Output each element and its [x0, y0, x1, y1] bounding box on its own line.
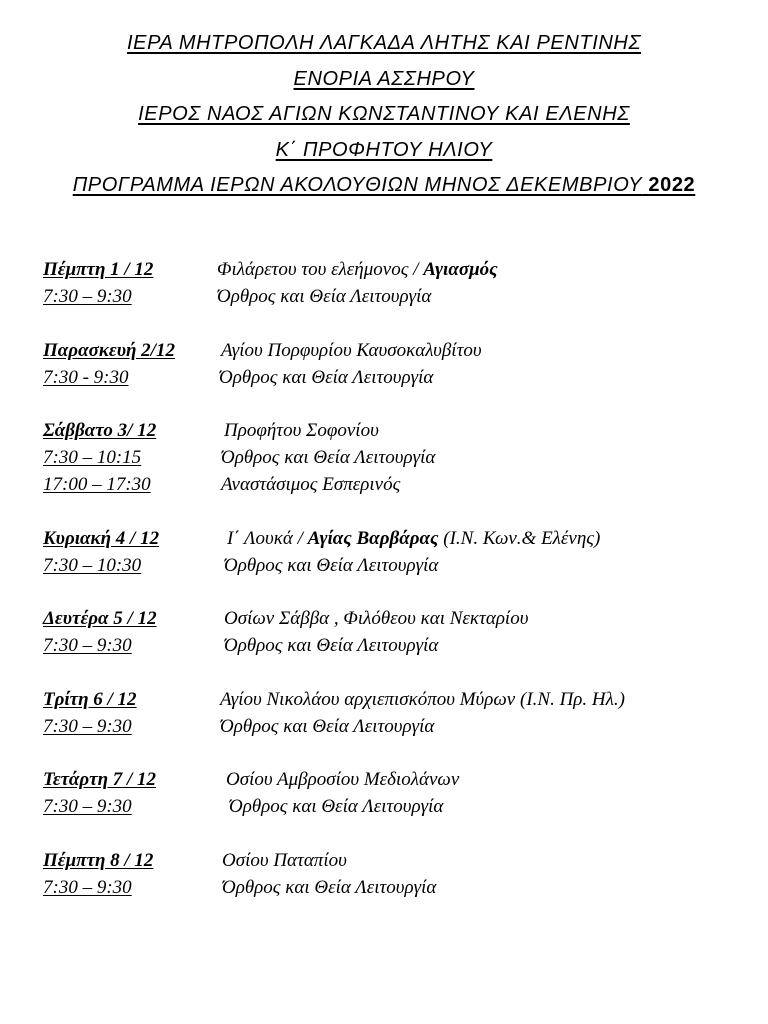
service-line [43, 713, 763, 740]
entry-day: Κυριακή 4 / 12 [43, 527, 160, 549]
service-time: 7:30 – 10:30 [43, 554, 142, 576]
entry-day-line [43, 337, 763, 364]
service-line [43, 471, 763, 498]
service-time: 7:30 – 9:30 [43, 796, 132, 817]
service-time: 7:30 – 10:15 [43, 447, 142, 468]
service-line [43, 444, 763, 471]
service-name: Όρθρος και Θεία Λειτουργία [224, 554, 439, 576]
service-line [43, 552, 763, 579]
feast-text: Οσίου Αμβροσίου Μεδιολάνων [226, 769, 460, 790]
entry-feast [220, 686, 625, 713]
program-title-text: ΠΡΟΓΡΑΜΜΑ ΙΕΡΩΝ ΑΚΟΛΟΥΘΙΩΝ ΜΗΝΟΣ ΔΕΚΕΜΒΡΙΟΥ [72, 174, 643, 196]
entry-day-line [43, 417, 763, 444]
schedule-entry [43, 256, 763, 310]
entry-day-line [43, 525, 763, 552]
schedule-entry [43, 686, 763, 740]
service-time: 7:30 – 9:30 [43, 286, 132, 307]
entry-day-line [43, 686, 763, 713]
feast-highlight: Αγιασμός [423, 259, 498, 280]
service-name: Όρθρος και Θεία Λειτουργία [229, 796, 444, 817]
entry-day: Πέμπτη 8 / 12 [43, 849, 154, 871]
program-year: 2022 [648, 174, 696, 196]
feast-text: Προφήτου Σοφονίου [224, 420, 379, 441]
feast-text: Φιλάρετου του ελεήμονος / [217, 259, 424, 280]
parish-title: ΕΝΟΡΙΑ ΑΣΣΗΡΟΥ [293, 67, 475, 90]
service-name: Όρθρος και Θεία Λειτουργία [220, 715, 435, 737]
feast-note: (Ι.Ν. Κων.& Ελένης) [438, 527, 601, 549]
service-name: Αναστάσιμος Εσπερινός [221, 474, 401, 495]
schedule-entry [43, 605, 763, 659]
service-time: 7:30 – 9:30 [43, 635, 132, 656]
service-time: 7:30 - 9:30 [43, 366, 129, 388]
entry-feast [224, 417, 379, 444]
feast-text: Αγίου Νικολάου αρχιεπισκόπου Μύρων (Ι.Ν. Πρ. Ηλ.) [220, 688, 625, 710]
entry-day: Παρασκευή 2/12 [43, 339, 175, 361]
program-title [0, 168, 768, 204]
entry-day: Δευτέρα 5 / 12 [43, 608, 157, 629]
entry-day-line [43, 766, 763, 793]
entry-feast [224, 605, 528, 632]
feast-text: Οσίου Παταπίου [222, 849, 347, 871]
entry-feast [226, 766, 459, 793]
church-title: ΙΕΡΟΣ ΝΑΟΣ ΑΓΙΩΝ ΚΩΝΣΤΑΝΤΙΝΟΥ ΚΑΙ ΕΛΕΝΗΣ [138, 103, 630, 125]
entry-day-line [43, 605, 763, 632]
feast-text: Οσίων Σάββα , Φιλόθεου και Νεκταρίου [224, 608, 529, 629]
entry-day: Πέμπτη 1 / 12 [43, 259, 154, 280]
feast-text: Αγίου Πορφυρίου Καυσοκαλυβίτου [221, 339, 482, 361]
schedule-entry [43, 525, 763, 579]
entry-day: Σάββατο 3/ 12 [43, 420, 157, 441]
service-line [43, 793, 763, 820]
service-time: 17:00 – 17:30 [43, 474, 151, 495]
feast-highlight: Αγίας Βαρβάρας [307, 527, 439, 549]
entry-feast [222, 847, 347, 874]
service-name: Όρθρος και Θεία Λειτουργία [222, 876, 437, 898]
schedule-entry [43, 766, 763, 820]
service-line [43, 283, 763, 310]
metropolis-title: ΙΕΡΑ ΜΗΤΡΟΠΟΛΗ ΛΑΓΚΑΔΑ ΛΗΤΗΣ ΚΑΙ ΡΕΝΤΙΝΗΣ [126, 32, 642, 54]
service-name: Όρθρος και Θεία Λειτουργία [219, 366, 434, 388]
schedule-list [43, 256, 763, 927]
schedule-entry [43, 337, 763, 391]
service-name: Όρθρος και Θεία Λειτουργία [221, 447, 436, 468]
entry-day: Τετάρτη 7 / 12 [43, 769, 157, 790]
service-time: 7:30 – 9:30 [43, 715, 132, 737]
service-time: 7:30 – 9:30 [43, 876, 132, 898]
service-name: Όρθρος και Θεία Λειτουργία [224, 635, 439, 656]
service-name: Όρθρος και Θεία Λειτουργία [217, 286, 432, 307]
feast-text: Ι΄ Λουκά / [227, 527, 308, 549]
document-header [0, 26, 768, 204]
entry-feast [217, 256, 498, 283]
entry-feast [221, 337, 482, 364]
service-line [43, 874, 763, 901]
entry-feast [227, 525, 600, 552]
service-line [43, 364, 763, 391]
entry-day-line [43, 847, 763, 874]
schedule-entry [43, 847, 763, 901]
entry-day: Τρίτη 6 / 12 [43, 688, 137, 710]
service-line [43, 632, 763, 659]
schedule-entry [43, 417, 763, 498]
chapel-title: Κ΄ ΠΡΟΦΗΤΟΥ ΗΛΙΟΥ [275, 138, 493, 161]
entry-day-line [43, 256, 763, 283]
